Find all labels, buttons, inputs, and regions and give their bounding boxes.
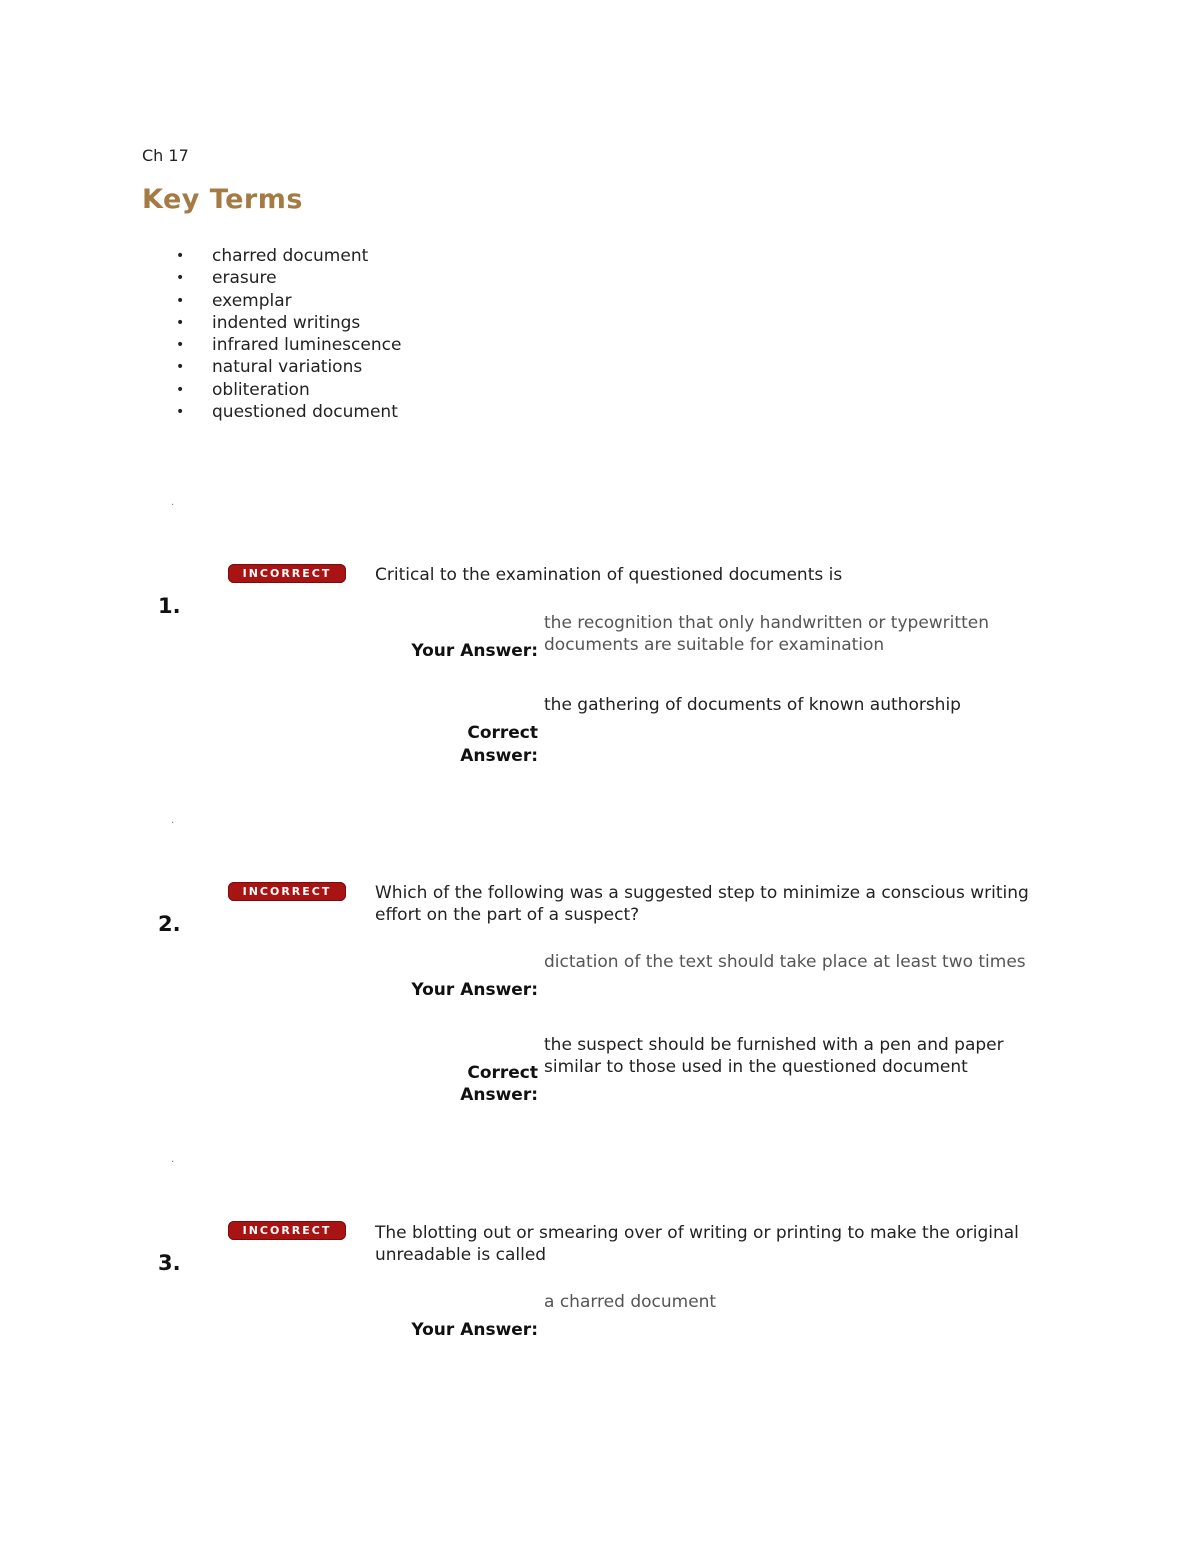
your-answer-label: Your Answer:	[411, 1320, 538, 1340]
correct-answer-label-line1: Correct	[467, 723, 538, 743]
correct-answer-text: the suspect should be furnished with a pen and paper similar to those used in the questioned document	[544, 1035, 1004, 1077]
your-answer-label: Your Answer:	[411, 641, 538, 661]
correct-answer-label-line1: Correct	[467, 1063, 538, 1083]
question-number: 1.	[158, 594, 181, 618]
key-term-item: • infrared luminescence	[176, 334, 401, 356]
key-terms-heading: Key Terms	[142, 184, 303, 215]
key-term-item: • exemplar	[176, 290, 401, 312]
key-term-item: • indented writings	[176, 312, 401, 334]
correct-answer-label-line2: Answer:	[460, 746, 538, 766]
question-text: Which of the following was a suggested step to minimize a conscious writing effort on the part of a suspect?	[375, 883, 1029, 925]
separator-dot: .	[171, 1154, 175, 1165]
key-term-item: • natural variations	[176, 356, 401, 378]
incorrect-badge: INCORRECT	[228, 564, 346, 583]
separator-dot: .	[171, 815, 175, 826]
question-number: 2.	[158, 912, 181, 936]
question-number: 3.	[158, 1251, 181, 1275]
key-terms-list	[176, 245, 401, 423]
key-term-item: • obliteration	[176, 379, 401, 401]
key-term-item: • questioned document	[176, 401, 401, 423]
question-text: The blotting out or smearing over of writing or printing to make the original unreadable is called	[375, 1223, 1019, 1265]
incorrect-badge: INCORRECT	[228, 1221, 346, 1240]
key-term-item: • erasure	[176, 267, 401, 289]
question-text: Critical to the examination of questioned documents is	[375, 565, 843, 585]
your-answer-text: a charred document	[544, 1292, 717, 1312]
your-answer-label: Your Answer:	[411, 980, 538, 1000]
correct-answer-label-line2: Answer:	[460, 1085, 538, 1105]
key-term-item: • charred document	[176, 245, 401, 267]
correct-answer-text: the gathering of documents of known authorship	[544, 695, 961, 715]
incorrect-badge: INCORRECT	[228, 882, 346, 901]
chapter-label: Ch 17	[142, 146, 189, 165]
your-answer-text: the recognition that only handwritten or typewritten documents are suitable for examination	[544, 613, 989, 655]
your-answer-text: dictation of the text should take place at least two times	[544, 952, 1026, 972]
separator-dot: .	[171, 497, 175, 508]
